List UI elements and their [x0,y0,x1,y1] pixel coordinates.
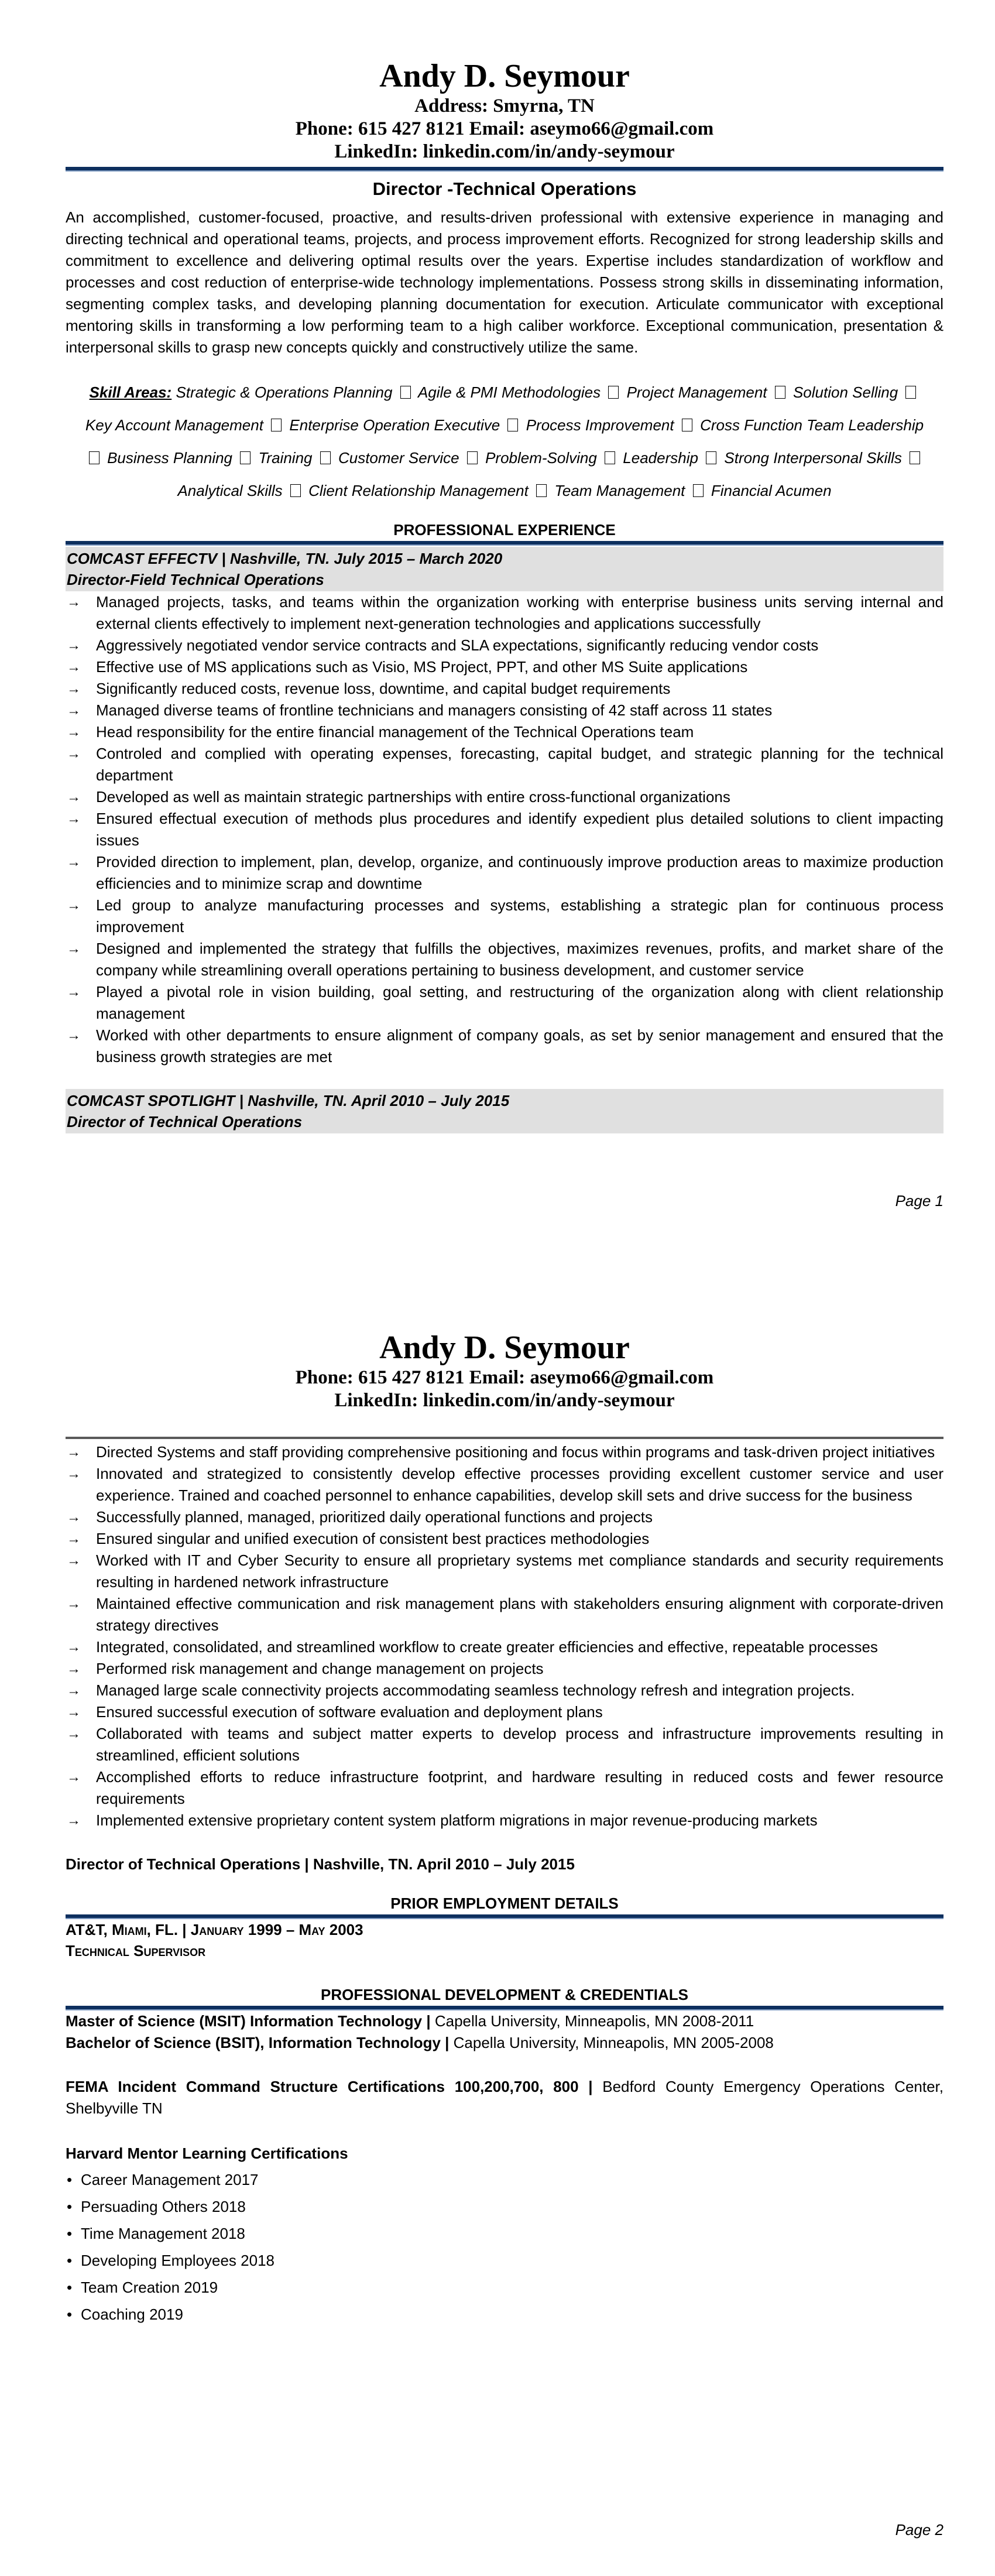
bullet-item [66,1766,943,1810]
arrow-bullet-icon: → [67,746,81,762]
prior-company-line: AT&T, Miami, FL. | January 1999 – May 2003 [66,1921,363,1938]
arrow-bullet-icon: → [67,1704,81,1720]
arrow-bullet-icon: → [67,1813,81,1828]
job-title: Director of Technical Operations [67,1113,303,1131]
contact-line: Phone: 615 427 8121 Email: aseymo66@gmail.com [295,118,714,139]
checkbox-separator-icon [682,419,692,431]
arrow-bullet-icon: → [67,854,81,870]
skill-item: Business Planning [107,449,233,467]
bullet-item [66,1680,943,1701]
arrow-bullet-icon: → [67,638,81,653]
job-company-line: COMCAST SPOTLIGHT | Nashville, TN. April 2010 – July 2015 [67,1092,510,1109]
certification-item [66,2193,943,2220]
arrow-bullet-icon: → [67,1596,81,1612]
skill-item: Client Relationship Management [308,482,529,499]
school-detail: Capella University, Minneapolis, MN 2008-2011 [430,2012,754,2030]
bullet-text: Ensured singular and unified execution of consistent best practices methodologies [96,1530,650,1547]
arrow-bullet-icon: → [67,724,81,740]
candidate-name: Andy D. Seymour [379,58,630,94]
arrow-bullet-icon: → [67,1639,81,1655]
certification-item [66,2220,943,2247]
job-company-line: COMCAST EFFECTV | Nashville, TN. July 2015 – March 2020 [67,550,503,567]
arrow-bullet-icon: → [67,1661,81,1677]
bullet-text: Led group to analyze manufacturing processes and systems, establishing a strategic plan for continuous process improvement [96,896,943,936]
dot-bullet-icon: • [67,2225,73,2242]
bullet-text: Controled and complied with operating expenses, forecasting, capital budget, and strategic planning for the technical department [96,745,943,784]
bullet-item [66,1025,943,1068]
skill-item: Problem-Solving [485,449,597,467]
bullet-text: Worked with other departments to ensure alignment of company goals, as set by senior management and ensured that the business growth strategies are met [96,1026,943,1066]
experience-divider [66,541,943,546]
certification-item [66,2274,943,2301]
certification-detail: Bedford County Emergency Operations Center, Shelbyville TN [66,2078,944,2117]
arrow-bullet-icon: → [67,898,81,913]
dot-bullet-icon: • [67,2198,73,2215]
job-header-comcast-spotlight [66,1089,943,1133]
degree: Master of Science (MSIT) Information Technology | [66,2012,431,2030]
bullet-item [66,1723,943,1766]
checkbox-separator-icon [290,484,301,497]
bullet-item [66,851,943,895]
checkbox-separator-icon [467,451,478,464]
job-bullets-continued [66,1441,943,1831]
bullet-item [66,700,943,721]
certification-text: Persuading Others 2018 [81,2198,246,2215]
skill-areas [66,376,943,507]
job-header-comcast-effectv [66,547,943,591]
bullet-text: Managed large scale connectivity projects accommodating seamless technology refresh and integration projects. [96,1681,855,1699]
degree: Bachelor of Science (BSIT), Information Technology | [66,2034,450,2051]
skill-item: Solution Selling [792,383,898,401]
bullet-item [66,635,943,656]
dot-bullet-icon: • [67,2252,73,2269]
checkbox-separator-icon [536,484,547,497]
bullet-text: Managed projects, tasks, and teams within the organization working with enterprise business units serving internal and external clients effectively to implement next-generation technologies and applications successfully [96,593,943,632]
page-number: Page 1 [895,1192,943,1210]
arrow-bullet-icon: → [67,789,81,805]
bullet-text: Performed risk management and change management on projects [96,1660,544,1677]
bullet-text: Provided direction to implement, plan, develop, organize, and continuously improve production areas to maximize production efficiencies and to minimize scrap and downtime [96,853,943,892]
header-divider [66,167,943,172]
bullet-item [66,1441,943,1463]
linkedin-line: LinkedIn: linkedin.com/in/andy-seymour [334,141,675,162]
fema-certification [66,2076,943,2119]
prior-employment-heading: PRIOR EMPLOYMENT DETAILS [390,1895,619,1912]
arrow-bullet-icon: → [67,984,81,1000]
bullet-text: Accomplished efforts to reduce infrastructure footprint, and hardware resulting in reduced costs and fewer resource requirements [96,1768,943,1807]
arrow-bullet-icon: → [67,1531,81,1547]
checkbox-separator-icon [400,386,411,399]
skill-item: Analytical Skills [177,482,283,499]
education-masters [66,2010,943,2032]
skill-item: Financial Acumen [711,482,832,499]
checkbox-separator-icon [706,451,716,464]
bullet-item [66,938,943,981]
arrow-bullet-icon: → [67,659,81,675]
credentials-heading: PROFESSIONAL DEVELOPMENT & CREDENTIALS [321,1986,688,2003]
bullet-text: Ensured effectual execution of methods plus procedures and identify expedient plus detailed solutions to client impacting issues [96,810,943,849]
resume-header [66,57,943,163]
credentials-divider [66,2006,943,2010]
bullet-text: Innovated and strategized to consistently develop effective processes providing excellent customer service and user experience. Trained and coached personnel to enhance capabilities, develop skill sets and drive success for the business [96,1465,943,1504]
dot-bullet-icon: • [67,2171,73,2188]
checkbox-separator-icon [320,451,331,464]
arrow-bullet-icon: → [67,703,81,718]
bullet-text: Worked with IT and Cyber Security to ensure all proprietary systems met compliance standards and security requirements resulting in hardened network infrastructure [96,1551,943,1591]
skill-item: Enterprise Operation Executive [289,416,500,434]
arrow-bullet-icon: → [67,941,81,957]
bullet-item [66,591,943,635]
skill-item: Strong Interpersonal Skills [724,449,902,467]
skill-item: Agile & PMI Methodologies [417,383,601,401]
checkbox-separator-icon [507,419,518,431]
bullet-item [66,786,943,808]
arrow-bullet-icon: → [67,1027,81,1043]
checkbox-separator-icon [240,451,251,464]
bullet-text: Designed and implemented the strategy that fulfills the objectives, maximizes revenues, profits, and market share of the company while streamlining overall operations pertaining to business development, and customer service [96,940,943,979]
bullet-item [66,1658,943,1680]
skill-item: Key Account Management [85,416,263,434]
bullet-item [66,656,943,678]
prior-job-title: Technical Supervisor [66,1942,206,1960]
harvard-heading: Harvard Mentor Learning Certifications [66,2145,348,2162]
certification-text: Team Creation 2019 [81,2279,218,2296]
bullet-item [66,1463,943,1506]
checkbox-separator-icon [605,451,615,464]
arrow-bullet-icon: → [67,1553,81,1568]
bullet-text: Ensured successful execution of software evaluation and deployment plans [96,1703,603,1721]
page1-content [66,57,943,1133]
skill-item: Leadership [623,449,698,467]
bullet-text: Head responsibility for the entire financial management of the Technical Operations team [96,723,694,741]
candidate-name: Andy D. Seymour [379,1330,630,1366]
bullet-item [66,1701,943,1723]
bullet-text: Directed Systems and staff providing comprehensive positioning and focus within programs and task-driven project initiatives [96,1443,935,1461]
arrow-bullet-icon: → [67,1726,81,1742]
checkbox-separator-icon [271,419,282,431]
checkbox-separator-icon [89,451,100,464]
certification-item [66,2301,943,2328]
skill-item: Cross Function Team Leadership [700,416,924,434]
checkbox-separator-icon [905,386,916,399]
arrow-bullet-icon: → [67,1683,81,1698]
education-bachelors [66,2032,943,2054]
skill-item: Customer Service [338,449,459,467]
prior-employment-divider [66,1914,943,1919]
bullet-item [66,743,943,786]
bullet-text: Implemented extensive proprietary content system platform migrations in major revenue-producing markets [96,1811,818,1829]
page2-content [66,1329,943,2328]
resume-page-2 [0,1288,995,2576]
bullet-text: Significantly reduced costs, revenue loss, downtime, and capital budget requirements [96,680,671,697]
bullet-text: Aggressively negotiated vendor service contracts and SLA expectations, significantly reducing vendor costs [96,636,819,654]
resume-header [66,1329,943,1412]
job-bullets-comcast-effectv [66,591,943,1068]
page-number: Page 2 [895,2521,943,2539]
skill-list [85,383,924,499]
role-line: Director of Technical Operations | Nashville, TN. April 2010 – July 2015 [66,1855,575,1873]
bullet-item [66,678,943,700]
certification-name: FEMA Incident Command Structure Certifications 100,200,700, 800 | [66,2078,593,2095]
skill-item: Project Management [626,383,767,401]
bullet-item [66,895,943,938]
job-title: Director-Field Technical Operations [67,571,324,588]
certification-text: Career Management 2017 [81,2171,259,2188]
bullet-text: Collaborated with teams and subject matter experts to develop process and infrastructure improvements resulting in streamlined, efficient solutions [96,1725,943,1764]
arrow-bullet-icon: → [67,1769,81,1785]
bullet-item [66,1506,943,1528]
skill-item: Process Improvement [526,416,674,434]
arrow-bullet-icon: → [67,811,81,827]
contact-line: Phone: 615 427 8121 Email: aseymo66@gmail.com [295,1367,714,1388]
checkbox-separator-icon [608,386,619,399]
bullet-text: Integrated, consolidated, and streamlined workflow to create greater efficiencies and effective, repeatable processes [96,1638,878,1656]
bullet-item [66,981,943,1025]
skill-item: Team Management [554,482,685,499]
arrow-bullet-icon: → [67,681,81,697]
experience-heading: PROFESSIONAL EXPERIENCE [393,521,616,539]
skill-item: Strategic & Operations Planning [176,383,393,401]
dot-bullet-icon: • [67,2279,73,2296]
professional-summary: An accomplished, customer-focused, proactive, and results-driven professional with extensive experience in managing and directing technical and operational teams, projects, and process improvement efforts. Recognized for strong leadership skills and commitment to excellence and delivering optimal results over the years. Expertise includes standardization of workflow and processes and cost reduction of enterprise-wide technology implementations. Possess strong skills in disseminating information, segmenting complex tasks, and developing planning documentation for execution. Articulate communicator with exceptional mentoring skills in transforming a low performing team to a high caliber workforce. Exceptional communication, presentation & interpersonal skills to grasp new concepts quickly and constructively utilize the same. [66,208,943,356]
certification-text: Developing Employees 2018 [81,2252,275,2269]
dot-bullet-icon: • [67,2306,73,2323]
arrow-bullet-icon: → [67,1444,81,1460]
skill-areas-label: Skill Areas: [89,383,172,401]
school-detail: Capella University, Minneapolis, MN 2005-2008 [449,2034,774,2051]
bullet-text: Managed diverse teams of frontline technicians and managers consisting of 42 staff across 11 states [96,701,773,719]
headline: Director -Technical Operations [372,179,637,199]
harvard-certification-list [66,2166,943,2328]
certification-text: Coaching 2019 [81,2306,183,2323]
checkbox-separator-icon [910,451,920,464]
bullet-text: Maintained effective communication and risk management plans with stakeholders ensuring alignment with corporate-driven strategy directives [96,1595,943,1634]
certification-item [66,2247,943,2274]
bullet-text: Developed as well as maintain strategic partnerships with entire cross-functional organizations [96,788,730,806]
bullet-item [66,1528,943,1550]
arrow-bullet-icon: → [67,1466,81,1482]
bullet-item [66,1810,943,1831]
bullet-text: Successfully planned, managed, prioritized daily operational functions and projects [96,1508,653,1526]
skill-item: Training [258,449,313,467]
header-divider [66,1437,943,1439]
bullet-item [66,1636,943,1658]
certification-text: Time Management 2018 [81,2225,245,2242]
certification-item [66,2166,943,2193]
bullet-item [66,1550,943,1593]
bullet-item [66,808,943,851]
address-line: Address: Smyrna, TN [414,95,595,117]
bullet-item [66,1593,943,1636]
checkbox-separator-icon [775,386,785,399]
arrow-bullet-icon: → [67,1509,81,1525]
bullet-text: Played a pivotal role in vision building, goal setting, and restructuring of the organization along with client relationship management [96,983,943,1022]
linkedin-line: LinkedIn: linkedin.com/in/andy-seymour [334,1390,675,1411]
bullet-item [66,721,943,743]
arrow-bullet-icon: → [67,594,81,610]
bullet-text: Effective use of MS applications such as Visio, MS Project, PPT, and other MS Suite applications [96,658,748,676]
checkbox-separator-icon [693,484,704,497]
